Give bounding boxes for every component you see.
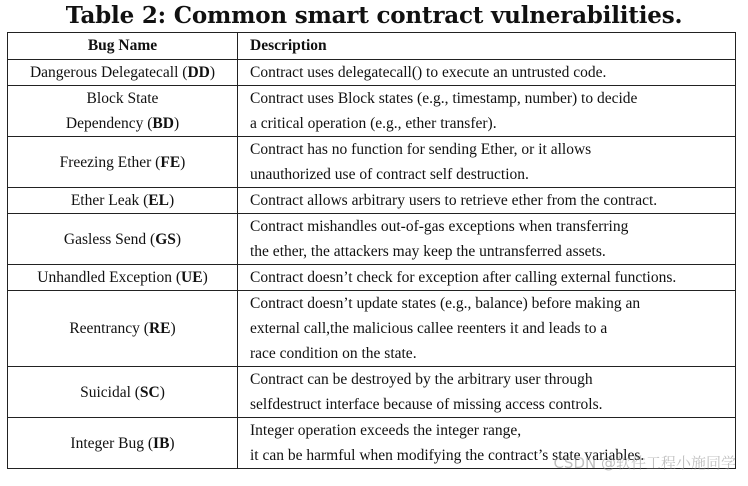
bug-name-suffix: ) [168, 192, 175, 209]
bug-abbreviation: GS [155, 230, 176, 248]
table-row [8, 137, 736, 188]
vulnerability-table [7, 32, 736, 469]
watermark: CSDN @软件工程小施同学 [553, 454, 736, 472]
description-cell [238, 86, 736, 137]
table-row [8, 367, 736, 418]
bug-name-suffix: ) [170, 320, 176, 337]
bug-name-cell [8, 86, 238, 137]
bug-name-text: Dependency ( [65, 115, 153, 132]
table-row [8, 418, 736, 469]
description-line: Contract doesn’t check for exception after calling external functions. [250, 269, 677, 286]
bug-name-text: Dangerous Delegatecall ( [29, 64, 188, 81]
table-body [8, 60, 736, 469]
bug-abbreviation: IB [153, 434, 170, 452]
bug-name-cell [8, 60, 238, 86]
table-row [8, 214, 736, 265]
description-line: Contract uses Block states (e.g., timestamp, number) to decide [250, 90, 638, 107]
description-line: Integer operation exceeds the integer range, [250, 422, 522, 439]
bug-abbreviation: EL [148, 192, 169, 209]
bug-abbreviation: FE [160, 153, 181, 171]
bug-name-cell [8, 367, 238, 418]
bug-name-line [8, 86, 237, 111]
bug-name-line [8, 227, 237, 252]
bug-name-suffix: ) [173, 115, 180, 132]
description-line: it can be harmful when modifying the contract’s state variables. [250, 447, 645, 464]
bug-name-line [8, 188, 237, 213]
bug-name-line [8, 265, 237, 290]
bug-abbreviation: SC [139, 383, 160, 401]
bug-abbreviation: RE [148, 320, 171, 337]
description-line: Contract can be destroyed by the arbitrary user through [250, 371, 593, 388]
description-cell [238, 291, 736, 367]
description-line: Contract mishandles out-of-gas exceptions when transferring [250, 218, 629, 235]
bug-name-suffix: ) [169, 434, 175, 452]
bug-name-cell [8, 265, 238, 291]
description-line: external call,the malicious callee reenters it and leads to a [250, 320, 608, 337]
description-cell [238, 367, 736, 418]
bug-name-line [8, 431, 237, 456]
bug-name-suffix: ) [180, 153, 186, 171]
description-cell [238, 265, 736, 291]
table-row [8, 265, 736, 291]
bug-name-line [8, 380, 237, 405]
bug-name-text: Ether Leak ( [70, 192, 149, 209]
bug-name-text: Freezing Ether ( [59, 153, 161, 171]
bug-abbreviation: BD [152, 115, 174, 132]
bug-name-text: Integer Bug ( [70, 434, 154, 452]
bug-name-cell [8, 418, 238, 469]
description-line: unauthorized use of contract self destruction. [250, 166, 529, 183]
bug-name-line [8, 150, 237, 175]
description-cell [238, 214, 736, 265]
description-line: race condition on the state. [250, 345, 417, 362]
bug-name-cell [8, 291, 238, 367]
description-line: Contract uses delegatecall() to execute an untrusted code. [250, 64, 607, 81]
bug-name-text: Block State [86, 90, 159, 107]
description-line: Contract doesn’t update states (e.g., balance) before making an [250, 295, 641, 312]
description-cell [238, 188, 736, 214]
bug-name-suffix: ) [209, 64, 216, 81]
description-cell [238, 137, 736, 188]
bug-name-line [8, 111, 237, 136]
description-line: the ether, the attackers may keep the untransferred assets. [250, 243, 606, 260]
bug-name-text: Reentrancy ( [69, 320, 149, 337]
bug-name-cell [8, 214, 238, 265]
table-row [8, 188, 736, 214]
bug-name-line [8, 60, 237, 85]
description-line: Contract has no function for sending Ether, or it allows [250, 141, 592, 158]
description-line: selfdestruct interface because of missing access controls. [250, 396, 603, 413]
header-description: Description [238, 33, 736, 60]
description-cell [238, 418, 736, 469]
table-header-row [8, 33, 736, 60]
bug-abbreviation: UE [181, 269, 203, 286]
bug-name-cell [8, 137, 238, 188]
table-caption: Table 2: Common smart contract vulnerabilities. [65, 2, 683, 29]
bug-name-line [8, 316, 237, 341]
table-row [8, 291, 736, 367]
bug-name-suffix: ) [175, 230, 182, 248]
bug-name-text: Suicidal ( [80, 383, 140, 401]
bug-name-suffix: ) [202, 269, 208, 286]
bug-name-suffix: ) [159, 383, 165, 401]
bug-name-text: Unhandled Exception ( [37, 269, 182, 286]
description-line: Contract allows arbitrary users to retrieve ether from the contract. [250, 192, 658, 209]
table-row [8, 86, 736, 137]
description-cell [238, 60, 736, 86]
description-line: a critical operation (e.g., ether transfer). [250, 115, 497, 132]
bug-name-cell [8, 188, 238, 214]
bug-name-text: Gasless Send ( [63, 230, 156, 248]
bug-abbreviation: DD [187, 64, 210, 81]
header-bug-name: Bug Name [8, 33, 238, 60]
table-row [8, 60, 736, 86]
